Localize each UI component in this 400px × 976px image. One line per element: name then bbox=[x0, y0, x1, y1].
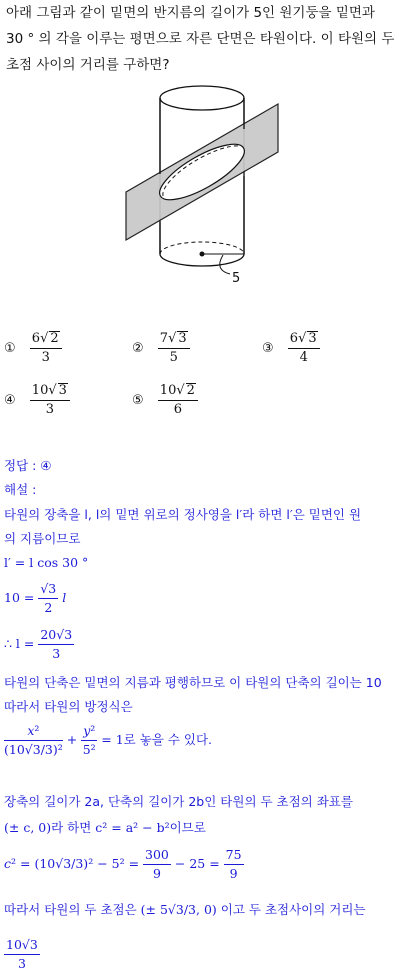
solution-line-1: 타원의 장축을 l, l의 밑면 위로의 정사영을 l′라 하면 l′은 밑면인 원 bbox=[4, 507, 362, 522]
question-line-3: 초점 사이의 거리를 구하면? bbox=[6, 57, 170, 73]
solution-line-4: 따라서 타원의 방정식은 bbox=[4, 699, 133, 714]
cylinder-top bbox=[160, 86, 244, 110]
cylinder-figure bbox=[118, 84, 288, 294]
solution-line-6: (± c, 0)라 하면 c² = a² − b²이므로 bbox=[4, 820, 206, 835]
equation-3: ∴ l = $\frac{20√3}{3}$ bbox=[4, 627, 73, 661]
question-line-1: 아래 그림과 같이 밑면의 반지름의 길이가 5인 원기둥을 밑면과 bbox=[6, 5, 375, 21]
explanation-label: 해설 : bbox=[4, 482, 37, 497]
radius-label: 5 bbox=[232, 271, 241, 286]
solution-line-2: 의 지름이므로 bbox=[4, 531, 81, 546]
equation-4: $\frac{\text{x²}}{\text{(10√3/3)²}}$ + $\frac{\text{y²}}{\text{5²}}$ = 1로 놓을 수 있다. bbox=[4, 723, 212, 757]
choice-3[interactable]: ③ $\frac{6√ 3}{4}$ bbox=[262, 330, 320, 367]
answer-label: 정답 : ④ bbox=[4, 458, 52, 473]
solution-line-5: 장축의 길이가 2a, 단축의 길이가 2b인 타원의 두 초점의 좌표를 bbox=[4, 794, 353, 809]
equation-2: 10 = $\frac{√3}{2}$ l bbox=[4, 581, 67, 615]
question-text bbox=[6, 0, 398, 78]
equation-5: c² = (10√3/3)² − 5² = $\frac{300}{9}$ − 25 = $\frac{75}{9}$ bbox=[4, 847, 242, 881]
question-line-2: 30 ° 의 각을 이루는 평면으로 자른 단면은 타원이다. 이 타원의 두 bbox=[6, 31, 395, 47]
choice-1[interactable]: ① $\frac{6√ 2}{3}$ bbox=[4, 330, 62, 367]
choice-5[interactable]: ⑤ $\frac{10√ 2}{6}$ bbox=[132, 382, 198, 419]
equation-1: l′ = l cos 30 ° bbox=[4, 555, 89, 570]
choice-4[interactable]: ④ $\frac{10√ 3}{3}$ bbox=[4, 382, 70, 419]
final-answer: $\frac{10√3}{3}$ bbox=[6, 937, 38, 971]
solution-line-3: 타원의 단축은 밑면의 지름과 평행하므로 이 타원의 단축의 길이는 10 bbox=[4, 675, 382, 690]
solution-line-7: 따라서 타원의 두 초점은 (± 5√3/3, 0) 이고 두 초점사이의 거리는 bbox=[4, 902, 366, 917]
choice-2[interactable]: ② $\frac{7√ 3}{5}$ bbox=[132, 330, 190, 367]
